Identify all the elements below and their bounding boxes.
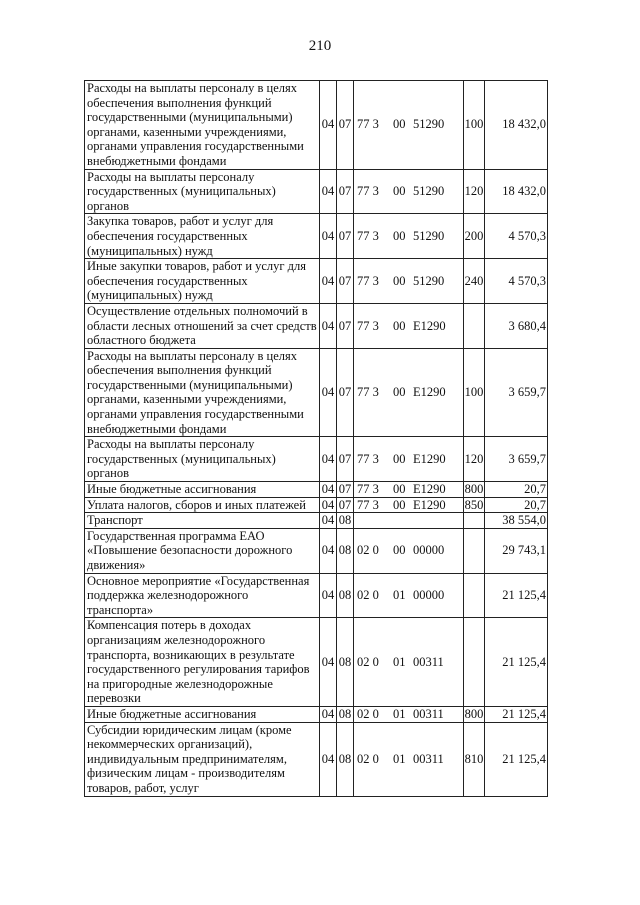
row-name: Закупка товаров, работ и услуг для обеспечения государственных (муниципальных) нужд (85, 214, 320, 259)
row-expense-type-code: 100 (464, 81, 485, 170)
table-row (85, 706, 548, 722)
row-section-code: 04 (320, 348, 337, 437)
row-target-article-code (354, 81, 464, 170)
row-target-article-code (354, 169, 464, 214)
target-program-code: 77 3 (357, 273, 379, 288)
row-amount: 38 554,0 (485, 513, 548, 529)
row-section-code: 04 (320, 437, 337, 482)
target-subprogram-code: 01 (393, 706, 406, 721)
row-section-code: 04 (320, 722, 337, 796)
row-section-code: 04 (320, 528, 337, 573)
row-target-article-code (354, 528, 464, 573)
target-direction-code: 00000 (413, 588, 445, 603)
row-name: Расходы на выплаты персоналу в целях обеспечения выполнения функций государственными (муниципальными) органами, казенными учреждениями, органами управления государственными внебюджетными фондами (85, 81, 320, 170)
row-name: Компенсация потерь в доходах организациям железнодорожного транспорта, возникающих в результате государственного регулирования тарифов на пригородные железнодорожные перевозки (85, 618, 320, 707)
target-subprogram-code: 00 (393, 543, 406, 558)
target-direction-code: 51290 (413, 117, 445, 132)
target-direction-code: 00000 (413, 543, 445, 558)
target-direction-code: 51290 (413, 184, 445, 199)
row-expense-type-code (464, 573, 485, 618)
target-program-code: 77 3 (357, 117, 379, 132)
row-expense-type-code: 120 (464, 437, 485, 482)
target-subprogram-code: 00 (393, 117, 406, 132)
table-row (85, 348, 548, 437)
row-expense-type-code (464, 303, 485, 348)
table-row (85, 303, 548, 348)
row-subsection-code: 08 (337, 618, 354, 707)
row-subsection-code: 07 (337, 497, 354, 513)
row-amount: 21 125,4 (485, 722, 548, 796)
row-subsection-code: 08 (337, 722, 354, 796)
target-program-code: 77 3 (357, 451, 379, 466)
row-name: Иные бюджетные ассигнования (85, 482, 320, 498)
row-name: Субсидии юридическим лицам (кроме некоммерческих организаций), индивидуальным предпринимателям, физическим лицам - производителям товаров, работ, услуг (85, 722, 320, 796)
target-direction-code: 00311 (413, 706, 444, 721)
row-expense-type-code: 810 (464, 722, 485, 796)
row-section-code: 04 (320, 169, 337, 214)
row-amount: 4 570,3 (485, 214, 548, 259)
target-direction-code: E1290 (413, 482, 446, 497)
target-program-code: 77 3 (357, 184, 379, 199)
row-expense-type-code (464, 528, 485, 573)
target-subprogram-code: 00 (393, 273, 406, 288)
row-name: Основное мероприятие «Государственная поддержка железнодорожного транспорта» (85, 573, 320, 618)
target-subprogram-code: 00 (393, 451, 406, 466)
row-name: Иные бюджетные ассигнования (85, 706, 320, 722)
table-row (85, 214, 548, 259)
row-expense-type-code: 120 (464, 169, 485, 214)
row-target-article-code (354, 348, 464, 437)
row-section-code: 04 (320, 81, 337, 170)
target-subprogram-code: 00 (393, 385, 406, 400)
target-subprogram-code: 00 (393, 482, 406, 497)
row-section-code: 04 (320, 303, 337, 348)
row-amount: 21 125,4 (485, 706, 548, 722)
target-direction-code: E1290 (413, 318, 446, 333)
row-amount: 20,7 (485, 497, 548, 513)
row-expense-type-code: 100 (464, 348, 485, 437)
target-program-code: 77 3 (357, 482, 379, 497)
row-section-code: 04 (320, 513, 337, 529)
row-target-article-code (354, 259, 464, 304)
row-amount: 29 743,1 (485, 528, 548, 573)
row-target-article-code (354, 722, 464, 796)
row-subsection-code: 07 (337, 303, 354, 348)
target-subprogram-code: 00 (393, 228, 406, 243)
page-number: 210 (308, 38, 332, 54)
target-direction-code: E1290 (413, 451, 446, 466)
row-target-article-code (354, 482, 464, 498)
table-row (85, 437, 548, 482)
row-subsection-code: 07 (337, 214, 354, 259)
target-program-code: 77 3 (357, 318, 379, 333)
table-row (85, 618, 548, 707)
row-section-code: 04 (320, 482, 337, 498)
row-section-code: 04 (320, 497, 337, 513)
target-direction-code: 51290 (413, 273, 445, 288)
target-subprogram-code: 00 (393, 184, 406, 199)
budget-table (84, 80, 548, 797)
row-amount: 3 680,4 (485, 303, 548, 348)
row-target-article-code (354, 513, 464, 529)
target-subprogram-code: 01 (393, 654, 406, 669)
target-program-code: 02 0 (357, 543, 379, 558)
row-name: Уплата налогов, сборов и иных платежей (85, 497, 320, 513)
row-name: Расходы на выплаты персоналу государственных (муниципальных) органов (85, 169, 320, 214)
row-amount: 21 125,4 (485, 618, 548, 707)
table-row (85, 482, 548, 498)
table-row (85, 81, 548, 170)
row-subsection-code: 08 (337, 513, 354, 529)
target-program-code: 02 0 (357, 654, 379, 669)
row-subsection-code: 07 (337, 259, 354, 304)
row-expense-type-code: 240 (464, 259, 485, 304)
row-subsection-code: 08 (337, 706, 354, 722)
target-program-code: 77 3 (357, 385, 379, 400)
row-amount: 3 659,7 (485, 348, 548, 437)
row-name: Расходы на выплаты персоналу в целях обеспечения выполнения функций государственными (муниципальными) органами, казенными учреждениями, органами управления государственными внебюджетными фондами (85, 348, 320, 437)
row-target-article-code (354, 214, 464, 259)
row-section-code: 04 (320, 706, 337, 722)
row-name: Транспорт (85, 513, 320, 529)
target-subprogram-code: 00 (393, 497, 406, 512)
row-expense-type-code: 200 (464, 214, 485, 259)
table-row (85, 573, 548, 618)
row-subsection-code: 07 (337, 482, 354, 498)
row-section-code: 04 (320, 214, 337, 259)
target-direction-code: E1290 (413, 497, 446, 512)
row-target-article-code (354, 303, 464, 348)
target-program-code: 02 0 (357, 706, 379, 721)
row-section-code: 04 (320, 259, 337, 304)
row-target-article-code (354, 706, 464, 722)
row-section-code: 04 (320, 573, 337, 618)
row-expense-type-code (464, 513, 485, 529)
target-subprogram-code: 01 (393, 588, 406, 603)
row-amount: 18 432,0 (485, 169, 548, 214)
table-row (85, 722, 548, 796)
row-target-article-code (354, 573, 464, 618)
row-name: Иные закупки товаров, работ и услуг для обеспечения государственных (муниципальных) нужд (85, 259, 320, 304)
row-name: Осуществление отдельных полномочий в области лесных отношений за счет средств областного бюджета (85, 303, 320, 348)
row-expense-type-code (464, 618, 485, 707)
row-subsection-code: 07 (337, 437, 354, 482)
target-program-code: 77 3 (357, 497, 379, 512)
row-amount: 4 570,3 (485, 259, 548, 304)
row-amount: 18 432,0 (485, 81, 548, 170)
table-row (85, 513, 548, 529)
row-amount: 21 125,4 (485, 573, 548, 618)
target-direction-code: 51290 (413, 228, 445, 243)
target-direction-code: E1290 (413, 385, 446, 400)
row-target-article-code (354, 618, 464, 707)
target-program-code: 02 0 (357, 588, 379, 603)
target-direction-code: 00311 (413, 751, 444, 766)
target-program-code: 02 0 (357, 751, 379, 766)
row-target-article-code (354, 497, 464, 513)
row-subsection-code: 07 (337, 81, 354, 170)
row-amount: 3 659,7 (485, 437, 548, 482)
target-subprogram-code: 01 (393, 751, 406, 766)
row-expense-type-code: 850 (464, 497, 484, 512)
row-subsection-code: 08 (337, 573, 354, 618)
target-subprogram-code: 00 (393, 318, 406, 333)
row-amount: 20,7 (485, 482, 548, 498)
row-expense-type-code: 800 (464, 706, 484, 721)
row-name: Государственная программа ЕАО «Повышение безопасности дорожного движения» (85, 528, 320, 573)
row-subsection-code: 08 (337, 528, 354, 573)
table-row (85, 497, 548, 513)
table-row (85, 259, 548, 304)
row-name: Расходы на выплаты персоналу государственных (муниципальных) органов (85, 437, 320, 482)
row-expense-type-code: 800 (464, 482, 484, 497)
row-subsection-code: 07 (337, 169, 354, 214)
row-section-code: 04 (320, 618, 337, 707)
row-subsection-code: 07 (337, 348, 354, 437)
table-row (85, 528, 548, 573)
table-row (85, 169, 548, 214)
target-program-code: 77 3 (357, 228, 379, 243)
row-target-article-code (354, 437, 464, 482)
target-direction-code: 00311 (413, 654, 444, 669)
